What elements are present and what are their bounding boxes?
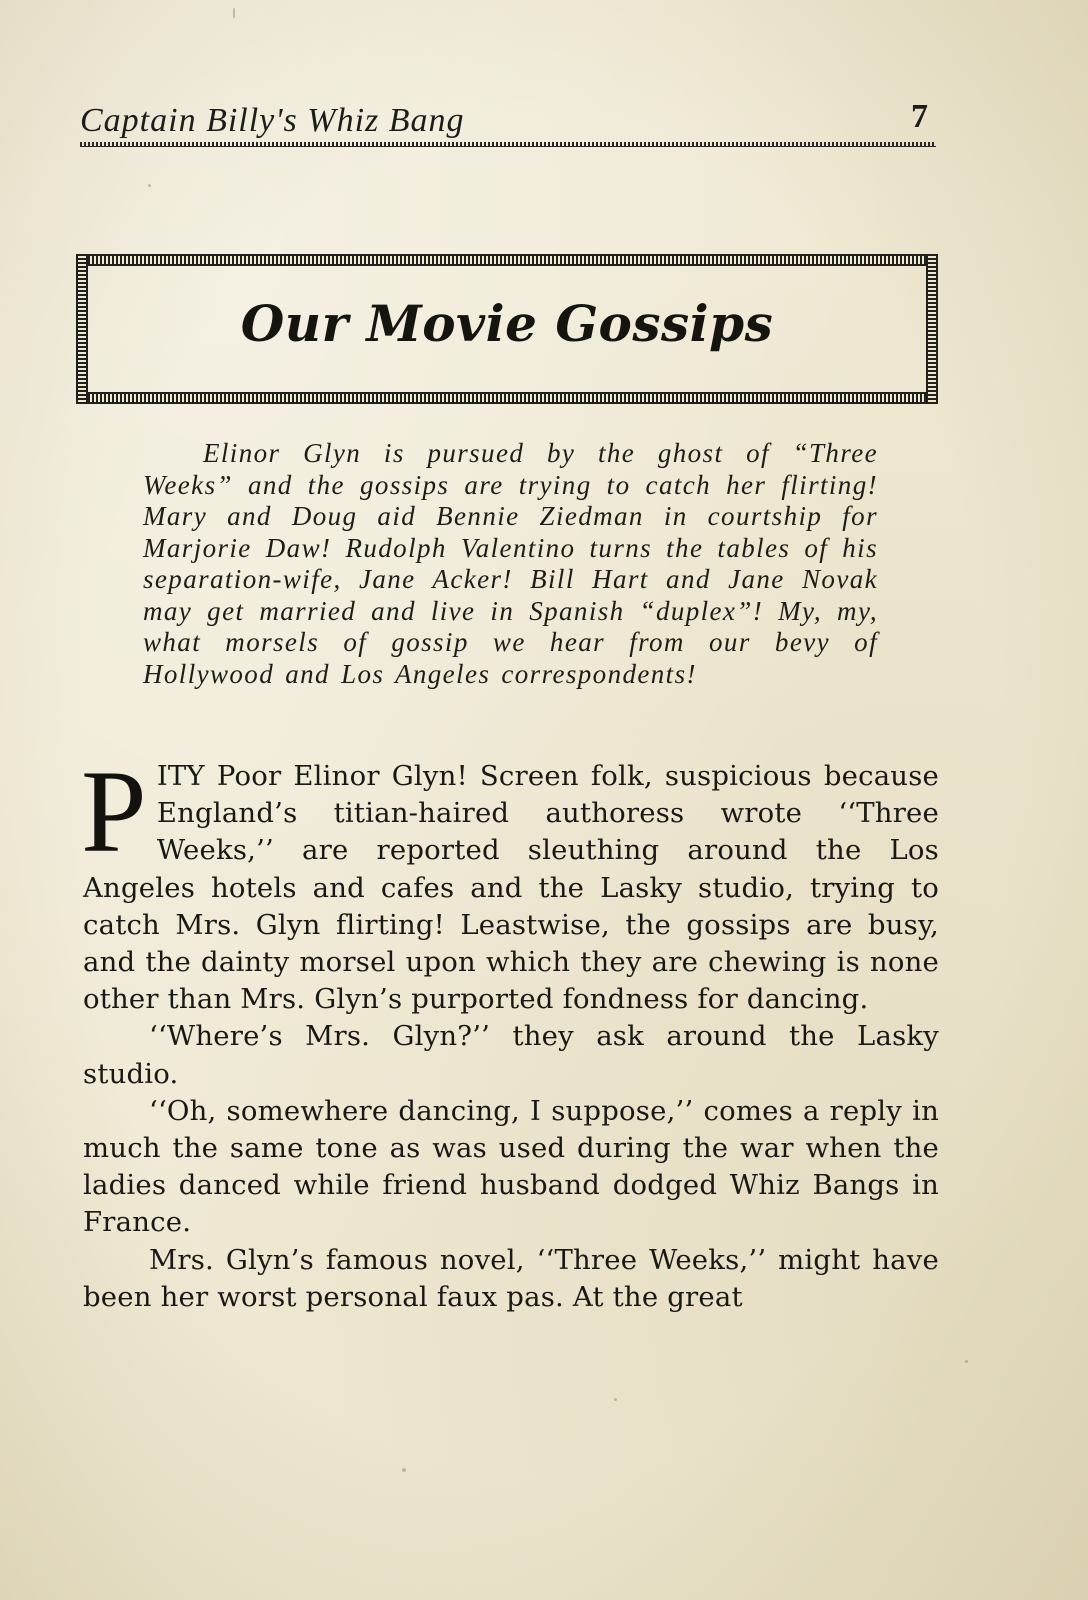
drop-cap: P <box>81 746 147 877</box>
body-paragraph: ‘‘Oh, somewhere dancing, I suppose,’’ comes a reply in much the same tone as was used during the war when the ladies danced while friend husband dodged Whiz Bangs in France. <box>83 1094 939 1239</box>
paragraph-text: ITY Poor Elinor Glyn! Screen folk, suspicious because England’s titian-haired authoress wrote ‘‘Three Weeks,’’ are reported sleuthing around the Los Angeles hotels and cafes and the Lasky studio, trying to catch Mrs. Glyn flirting! Leastwise, the gossips are busy, and the dainty morsel upon which they are chewing is none other than Mrs. Glyn’s purported fondness for dancing. <box>83 760 939 1016</box>
article-intro: Elinor Glyn is pursued by the ghost of “Three Weeks” and the gossips are trying to catch her flirting! Mary and Doug aid Bennie Ziedman in courtship for Marjorie Daw! Rudolph Valentino turns the tables of his separation-wife, Jane Acker! Bill Hart and Jane Novak may get married and live in Spanish “duplex”! My, my, what morsels of gossip we hear from our bevy of Hollywood and Los Angeles correspondents! <box>143 438 878 689</box>
body-paragraph <box>81 746 939 1018</box>
paper-speck <box>614 1398 617 1401</box>
paper-speck <box>402 1468 406 1472</box>
running-header <box>80 98 936 148</box>
body-paragraph: ‘‘Where’s Mrs. Glyn?’’ they ask around the Lasky studio. <box>83 1020 939 1090</box>
paper-speck <box>233 8 235 18</box>
article-body <box>81 746 939 1316</box>
publication-title: Captain Billy's Whiz Bang <box>80 102 465 139</box>
article-title-box <box>76 254 938 404</box>
paper-speck <box>148 184 151 187</box>
title-box-border-bottom <box>76 392 938 404</box>
header-rule <box>80 142 936 147</box>
title-box-border-top <box>76 254 938 266</box>
paper-speck <box>965 1360 968 1363</box>
article-title: Our Movie Gossips <box>240 294 774 353</box>
page-number: 7 <box>911 98 928 135</box>
body-paragraph: Mrs. Glyn’s famous novel, ‘‘Three Weeks,’’ might have been her worst personal faux pas. At the great <box>83 1243 939 1313</box>
